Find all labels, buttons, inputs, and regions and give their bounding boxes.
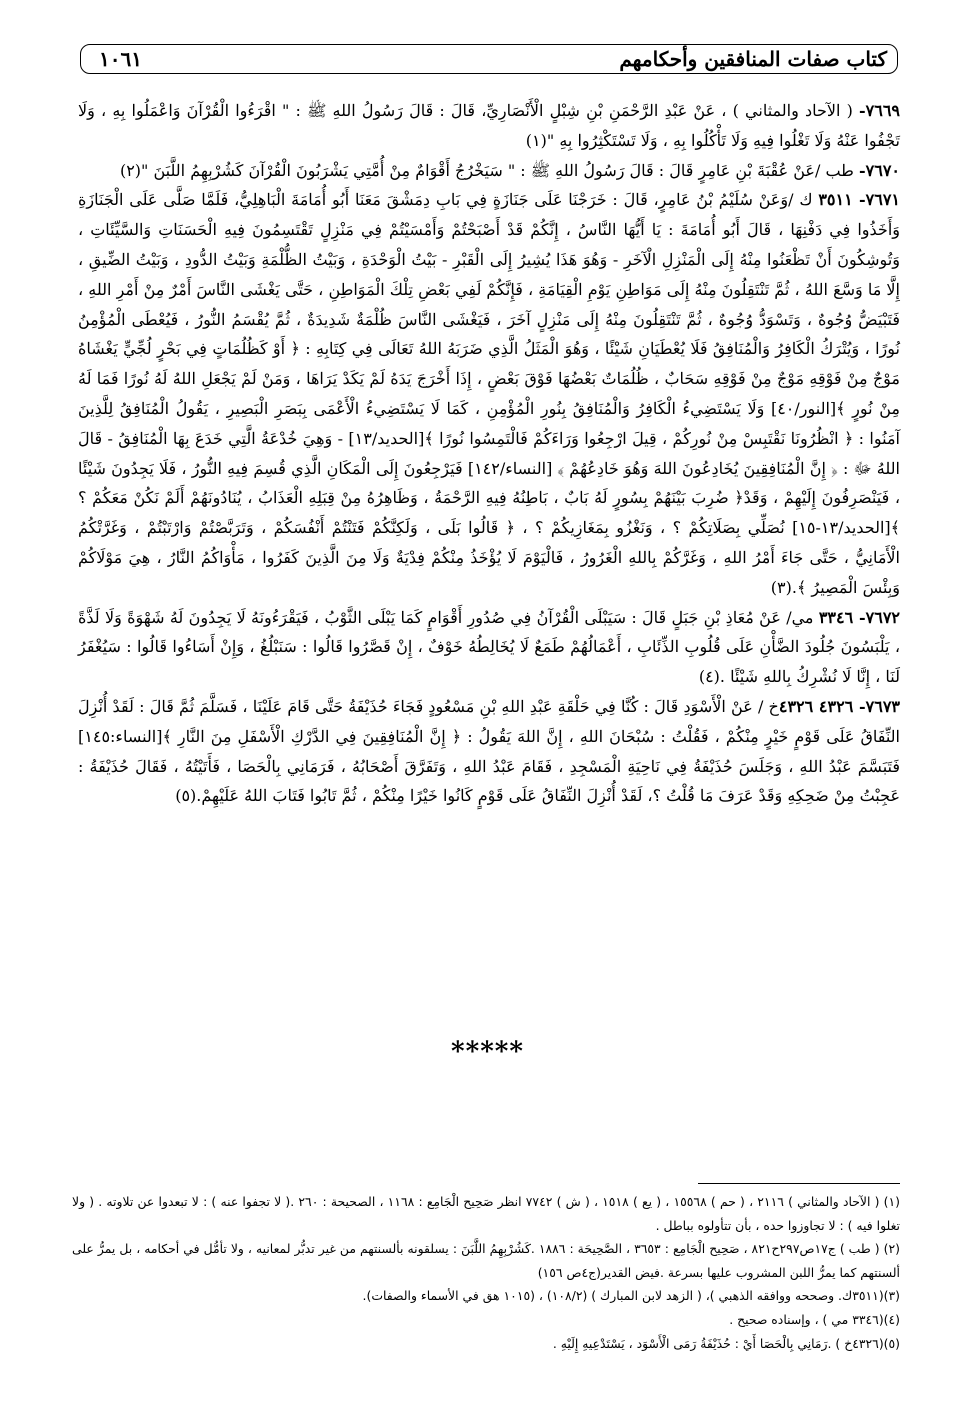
hadith-text: طب /عَنْ عُقْبَةَ بْنِ عَامِرٍ قَالَ : قَالَ رَسُولُ اللهِ ﷺ : " سَيَخْرُجُ أَقْوَامٌ مِنْ أُمَّتِي يَشْرَبُونَ الْقُرْآنَ كَشُرْبِهِمُ اللَّبَنَ "(٢) — [119, 160, 859, 180]
chapter-title: كتاب صفات المنافقين وأحكامهم — [619, 47, 887, 71]
hadith-paragraph — [78, 96, 900, 156]
footnotes — [72, 1190, 900, 1355]
hadith-number: ٧٦٧٠- — [858, 160, 900, 180]
section-separator: ***** — [451, 1037, 524, 1067]
hadith-paragraph — [78, 156, 900, 186]
hadith-number: ٧٦٧٢- ٣٣٤٦ — [818, 607, 900, 627]
hadith-text: مي/ عَنْ مُعَاذِ بْنِ جَبَلٍ قَالَ : سَيَبْلَى الْقُرْآنُ فِي صُدُورِ أَقْوَامٍ كَمَا يَبْلَى الثَّوْبُ ، فَيَقْرَءُونَهُ لَا يَجِدُونَ لَهُ شَهْوَةً وَلَا لَذَّةً ، يَلْبَسُونَ جُلُودَ الضَّأْنِ عَلَى قُلُوبِ الذِّئَابِ ، أَعْمَالُهُمْ طَمَعٌ لَا يُخَالِطُهُ خَوْفٌ ، إِنْ قَصَّرُوا قَالُوا : سَنَبْلُغُ ، وَإِنْ أَسَاءُوا قَالُوا : سَيُغْفَرُ لَنَا ، إِنَّا لَا نُشْرِكُ بِاللهِ شَيْئًا .(٤) — [78, 607, 900, 687]
main-text — [78, 96, 900, 811]
hadith-number: ٧٦٧١- ٣٥١١ — [818, 190, 900, 210]
footnote-divider — [698, 1183, 900, 1184]
footnote: (٢) ( طب ) ج١٧ص٢٩٧ح٨٢١ ، صَحِيح الْجَامِع : ٣٦٥٣ ، الصَّحِيحَة : ١٨٨٦ .كَشُرْبِهِمُ اللَّبَنَ : يسلقونه بألسنتهم من غير تدبُّر لمعانيه ، ولا تأمُّل في أحكامه ، بل يمرُّ على ألسنتهم كما يمرُّ اللبن المشروب عليها بسرعة .فيض القدير(ج٤ص ١٥٦) — [72, 1241, 900, 1280]
hadith-number: ٧٦٦٩- — [858, 101, 900, 120]
hadith-text: ك /وَعَنْ سُلَيْمُ بْنُ عَامِرٍ، قَالَ : خَرَجْنَا عَلَى جَنَازَةٍ فِي بَابِ دِمَشْقَ مَعَنَا أَبُو أُمَامَةَ الْبَاهِلِيُّ، فَلَمَّا صَلَّى عَلَى الْجَنَازَةِ وَأَخَذُوا فِي دَفْنِهَا ، قَالَ أَبُو أُمَامَةَ : يَا أَيُّهَا النَّاسُ ، إِنَّكُمْ قَدْ أَصْبَحْتُمْ وَأَمْسَيْتُمْ فِي مَنْزِلٍ تَقْتَسِمُونَ فِيهِ الْحَسَنَاتِ وَالسَّيِّئَاتِ ، وَتُوشِكُونَ أَنْ تَظْعَنُوا مِنْهُ إِلَى الْمَنْزِلِ الْآخَرِ - وَهُوَ هَذَا يُشِيرُ إِلَى الْقَبْرِ - بَيْتُ الْوَحْدَةِ ، وَبَيْتُ الظُّلْمَةِ وَبَيْتُ الدُّودِ ، وَبَيْتُ الضِّيقِ ، إِلَّا مَا وَسَّعَ اللهُ ، ثُمَّ تَنْتَقِلُونَ مِنْهُ إِلَى مَوَاطِنِ يَوْمِ الْقِيَامَةِ ، فَإِنَّكُمْ لَفِي بَعْضِ تِلْكَ الْمَوَاطِنِ ، حَتَّى يَغْشَى النَّاسَ أَمْرٌ مِنْ أَمْرِ اللهِ ، فَتَبْيَضُّ وُجُوهٌ ، وَتَسْوَدُّ وُجُوهٌ ، ثُمَّ تَنْتَقِلُونَ مِنْهُ إِلَى مَنْزِلٍ آخَرَ ، فَيَغْشَى النَّاسَ ظُلْمَةٌ شَدِيدَةٌ ، ثُمَّ يُقْسَمُ النُّورُ ، فَيُعْطَى الْمُؤْمِنُ نُورًا ، وَيُتْرَكُ الْكَافِرُ وَالْمُنَافِقُ فَلَا يُعْطَيَانِ شَيْئًا ، وَهُوَ الْمَثَلُ الَّذِي ضَرَبَهُ اللهُ تَعَالَى فِي كِتَابِهِ : ﴿ أَوْ كَظُلُمَاتٍ فِي بَحْرٍ لُجِّيٍّ يَغْشَاهُ مَوْجٌ مِنْ فَوْقِهِ مَوْجٌ مِنْ فَوْقِهِ سَحَابٌ ، ظُلُمَاتٌ بَعْضُهَا فَوْقَ بَعْضٍ ، إِذَا أَخْرَجَ يَدَهُ لَمْ يَكَدْ يَرَاهَا ، وَمَنْ لَمْ يَجْعَلِ اللهُ لَهُ نُورًا فَمَا لَهُ مِنْ نُورٍ ﴾[النور/٤٠] وَلَا يَسْتَضِيءُ الْكَافِرُ وَالْمُنَافِقُ بِنُورِ الْمُؤْمِنِ ، كَمَا لَا يَسْتَضِيءُ الْأَعْمَى بِبَصَرِ الْبَصِيرِ ، يَقُولُ الْمُنَافِقُ لِلَّذِينَ آمَنُوا : ﴿ انْظُرُونَا نَقْتَبِسْ مِنْ نُورِكُمْ ، قِيلَ ارْجِعُوا وَرَاءَكُمْ فَالْتَمِسُوا نُورًا ﴾[الحديد/١٣] - وَهِيَ خُدْعَةُ الَّتِي خَدَعَ بِهَا الْمُنَافِقُ - قَالَ اللهُ ﷻ : ﴿ إِنَّ الْمُنَافِقِينَ يُخَادِعُونَ اللهَ وَهُوَ خَادِعُهُمْ ﴾ [النساء/١٤٢] فَيَرْجِعُونَ إِلَى الْمَكَانِ الَّذِي قُسِمَ فِيهِ النُّورُ ، فَلَا يَجِدُونَ شَيْئًا ، فَيَنْصَرِفُونَ إِلَيْهِمْ ، وَقَدْ﴿ ضُرِبَ بَيْنَهُمْ بِسُورٍ لَهُ بَابٌ ، بَاطِنُهُ فِيهِ الرَّحْمَةُ ، وَظَاهِرُهُ مِنْ قِبَلِهِ الْعَذَابُ ، يُنَادُونَهُمْ أَلَمْ نَكُنْ مَعَكُمْ ؟ ﴾[الحديد/١٣-١٥] نُصَلِّي بِصَلَاتِكُمْ ؟ ، وَنَغْزُو بِمَغَازِيكُمْ ؟ ، ﴿ قَالُوا بَلَى ، وَلَكِنَّكُمْ فَتَنْتُمْ أَنْفُسَكُمْ ، وَتَرَبَّصْتُمْ وَارْتَبْتُمْ ، وَغَرَّتْكُمُ الْأَمَانِيُّ ، حَتَّى جَاءَ أَمْرُ اللهِ ، وَغَرَّكُمْ بِاللهِ الْغَرُورُ ، فَالْيَوْمَ لَا يُؤْخَذُ مِنْكُمْ فِدْيَةٌ وَلَا مِنَ الَّذِينَ كَفَرُوا ، مَأْوَاكُمُ النَّارُ ، هِيَ مَوْلَاكُمْ وَبِئْسَ الْمَصِيرُ ﴾.(٣) — [78, 190, 901, 597]
hadith-number: ٧٦٧٣- ٤٣٢٦ ٤٣٢٦ — [778, 696, 900, 716]
footnote: (٣)(٣٥١١ك. وصححه ووافقه الذهبي )، ( الزهد لابن المبارك ) (١٠٨/٢) ، (١٠١٥ هق في الأسماء والصفات). — [362, 1288, 900, 1304]
hadith-paragraph — [78, 185, 900, 602]
page-number: ١٠٦١ — [99, 47, 142, 71]
hadith-text: ( الآحاد والمثاني ) ، عَنْ عَبْدِ الرَّحْمَنِ بْنِ شِبْلٍ الْأَنْصَارِيِّ، قَالَ : قَالَ رَسُولُ اللهِ ﷺ : " اقْرَءُوا الْقُرْآنَ وَاعْمَلُوا بِهِ ، وَلَا تَجْفُوا عَنْهُ وَلَا تَغْلُوا فِيهِ وَلَا تَأْكُلُوا بِهِ ، وَلَا تَسْتَكْثِرُوا بِهِ "(١) — [78, 101, 900, 150]
page-header — [80, 44, 898, 74]
footnote: (١) ( الآحاد والمثاني ) ٢١١٦ ، ( حم ) ١٥٥٦٨ ، ( يع ) ١٥١٨ ، ( ش ) ٧٧٤٢ انظر صَحِيح الْجَامِع : ١١٦٨ ، الصحيحة : ٢٦٠ .( لا تجفوا عنه ) : لا تبعدوا عن تلاوته . ( ولا تغلوا فيه ) : لا تجاوزوا حده ، بأن تتأولوه بباطل . — [72, 1194, 900, 1233]
hadith-text: خ / عَنْ الْأَسْوَدِ قَالَ : كُنَّا فِي حَلْقَةِ عَبْدِ اللهِ بْنِ مَسْعُودٍ فَجَاءَ حُذَيْفَةُ حَتَّى قَامَ عَلَيْنَا ، فَسَلَّمَ ثُمَّ قَالَ : لَقَدْ أُنْزِلَ النِّفَاقُ عَلَى قَوْمٍ خَيْرٍ مِنْكُمْ ، فَقُلْتُ : سُبْحَانَ اللهِ ، إِنَّ اللهَ يَقُولُ : ﴿ إِنَّ الْمُنَافِقِينَ فِي الدَّرْكِ الْأَسْفَلِ مِنَ النَّارِ ﴾[النساء:١٤٥] فَتَبَسَّمَ عَبْدُ اللهِ ، وَجَلَسَ حُذَيْفَةُ فِي نَاحِيَةِ الْمَسْجِدِ ، فَقَامَ عَبْدُ اللهِ ، وَتَفَرَّقَ أَصْحَابُهُ ، فَرَمَانِي بِالْحَصَا ، فَأَتَيْتُهُ ، فَقَالَ حُذَيْفَةُ : عَجِبْتُ مِنْ ضَحِكِهِ وَقَدْ عَرَفَ مَا قُلْتُ ؟، لَقَدْ أُنْزِلَ النِّفَاقُ عَلَى قَوْمٍ كَانُوا خَيْرًا مِنْكُمْ ، ثُمَّ تَابُوا فَتَابَ اللهُ عَلَيْهِمْ.(٥) — [78, 696, 900, 806]
hadith-paragraph — [78, 603, 900, 692]
hadith-paragraph — [78, 692, 900, 811]
footnote: (٤)(٣٣٤٦ مي ) ، وإسناده صحيح . — [729, 1311, 900, 1327]
footnote: (٥)(٤٣٢٦خ ) .رَمَانِي بِالْحَصَا أَيْ : حُذَيْفَةُ رَمَى الْأَسْوَد ، يَسْتَدْعِيهِ إِلَيْهِ . — [552, 1335, 900, 1351]
